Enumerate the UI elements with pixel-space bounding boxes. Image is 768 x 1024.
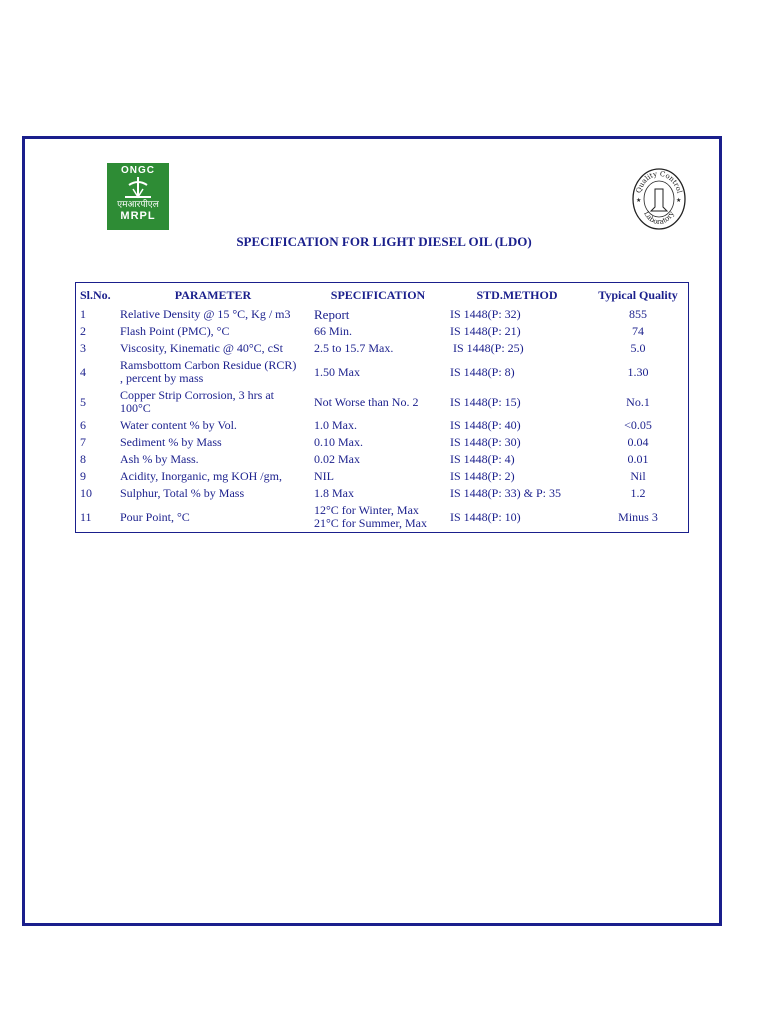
svg-text:★: ★ xyxy=(676,198,682,204)
cell-specification xyxy=(310,502,446,533)
cell-parameter: Sediment % by Mass xyxy=(120,435,222,449)
table-row xyxy=(76,468,689,485)
cell-method: IS 1448(P: 8) xyxy=(450,364,515,379)
cell-specification: Report xyxy=(314,307,350,322)
table-row xyxy=(76,485,689,502)
cell-specification: 1.50 Max xyxy=(314,364,360,379)
cell-typical: No.1 xyxy=(626,394,650,409)
cell-sl: 7 xyxy=(80,435,86,449)
logo-ongc-text: ONGC xyxy=(121,165,155,176)
cell-method: IS 1448(P: 32) xyxy=(450,307,521,321)
cell-parameter-line2: 100°C xyxy=(120,401,151,415)
cell-method: IS 1448(P: 33) & P: 35 xyxy=(450,486,562,500)
cell-specification-line2: 21°C for Summer, Max xyxy=(314,516,427,530)
cell-sl: 2 xyxy=(80,324,86,338)
logo-mrpl-text: MRPL xyxy=(120,210,156,222)
cell-method: IS 1448(P: 25) xyxy=(450,341,524,355)
cell-typical: Nil xyxy=(630,469,646,483)
table-row xyxy=(76,502,689,533)
header-std-method: STD.METHOD xyxy=(476,287,558,302)
cell-parameter-line1: Copper Strip Corrosion, 3 hrs at xyxy=(120,388,274,402)
cell-specification: NIL xyxy=(314,469,334,483)
cell-parameter-line1: Ramsbottom Carbon Residue (RCR) xyxy=(120,358,297,372)
table-row xyxy=(76,451,689,468)
cell-method: IS 1448(P: 10) xyxy=(450,509,521,524)
cell-typical: 74 xyxy=(632,324,644,338)
cell-parameter-line2: , percent by mass xyxy=(120,371,204,385)
specification-table xyxy=(75,282,689,533)
svg-text:★: ★ xyxy=(636,198,642,204)
cell-parameter: Acidity, Inorganic, mg KOH /gm, xyxy=(120,469,282,483)
cell-typical: <0.05 xyxy=(624,418,652,432)
cell-typical: 855 xyxy=(629,307,647,321)
cell-parameter: Sulphur, Total % by Mass xyxy=(120,486,245,500)
cell-method: IS 1448(P: 4) xyxy=(450,452,515,466)
cell-specification: 0.02 Max xyxy=(314,452,360,466)
cell-sl: 3 xyxy=(80,341,86,355)
cell-method: IS 1448(P: 40) xyxy=(450,418,521,432)
table-row xyxy=(76,306,689,323)
cell-parameter xyxy=(116,357,310,387)
ongc-mrpl-logo xyxy=(107,163,169,230)
cell-parameter: Flash Point (PMC), °C xyxy=(120,324,230,338)
cell-specification-line1: 12°C for Winter, Max xyxy=(314,503,419,517)
cell-typical: 0.01 xyxy=(627,452,649,466)
cell-sl: 11 xyxy=(80,509,92,524)
cell-typical: 1.30 xyxy=(627,364,649,379)
cell-sl: 10 xyxy=(80,486,92,500)
cell-sl: 4 xyxy=(80,364,86,379)
cell-method: IS 1448(P: 2) xyxy=(450,469,515,483)
cell-sl: 5 xyxy=(80,394,86,409)
table-row xyxy=(76,417,689,434)
table-row xyxy=(76,357,689,387)
logo-hindi-text: एमआरपीएल xyxy=(117,200,159,209)
quality-control-seal xyxy=(631,167,687,231)
cell-parameter xyxy=(116,387,310,417)
cell-typical: 0.04 xyxy=(627,435,649,449)
cell-sl: 6 xyxy=(80,418,86,432)
table-row xyxy=(76,434,689,451)
cell-method: IS 1448(P: 30) xyxy=(450,435,521,449)
qc-seal-icon xyxy=(631,167,687,231)
cell-sl: 9 xyxy=(80,469,86,483)
svg-text:Laboratory xyxy=(642,210,676,226)
cell-specification: 1.0 Max. xyxy=(314,418,357,432)
header-specification: SPECIFICATION xyxy=(330,287,426,302)
header-typical-quality: Typical Quality xyxy=(598,287,678,302)
cell-parameter: Pour Point, °C xyxy=(120,509,190,524)
cell-specification: 0.10 Max. xyxy=(314,435,363,449)
svg-text:Quality Control xyxy=(635,170,684,195)
cell-sl: 8 xyxy=(80,452,86,466)
header-sl-no: Sl.No. xyxy=(80,287,111,302)
header-parameter: PARAMETER xyxy=(174,287,252,302)
cell-parameter: Relative Density @ 15 °C, Kg / m3 xyxy=(120,307,291,321)
table-row xyxy=(76,323,689,340)
cell-parameter: Ash % by Mass. xyxy=(120,452,199,466)
seal-text-bottom: Laboratory xyxy=(642,209,676,227)
cell-method: IS 1448(P: 21) xyxy=(450,324,521,338)
table-row xyxy=(76,340,689,357)
cell-specification: Not Worse than No. 2 xyxy=(314,394,419,409)
cell-parameter: Viscosity, Kinematic @ 40°C, cSt xyxy=(120,341,284,355)
cell-typical: Minus 3 xyxy=(618,509,658,524)
seal-text-top: Quality Control xyxy=(634,169,684,195)
cell-specification: 1.8 Max xyxy=(314,486,354,500)
table-row xyxy=(76,387,689,417)
table-header-row xyxy=(76,283,689,307)
page-title: SPECIFICATION FOR LIGHT DIESEL OIL (LDO) xyxy=(236,234,532,249)
cell-specification: 66 Min. xyxy=(314,324,353,338)
cell-typical: 1.2 xyxy=(630,486,646,500)
cell-parameter: Water content % by Vol. xyxy=(120,418,237,432)
cell-method: IS 1448(P: 15) xyxy=(450,394,521,409)
cell-sl: 1 xyxy=(80,307,86,321)
cell-typical: 5.0 xyxy=(630,341,646,355)
oil-rig-icon xyxy=(113,175,163,209)
cell-specification: 2.5 to 15.7 Max. xyxy=(314,341,394,355)
